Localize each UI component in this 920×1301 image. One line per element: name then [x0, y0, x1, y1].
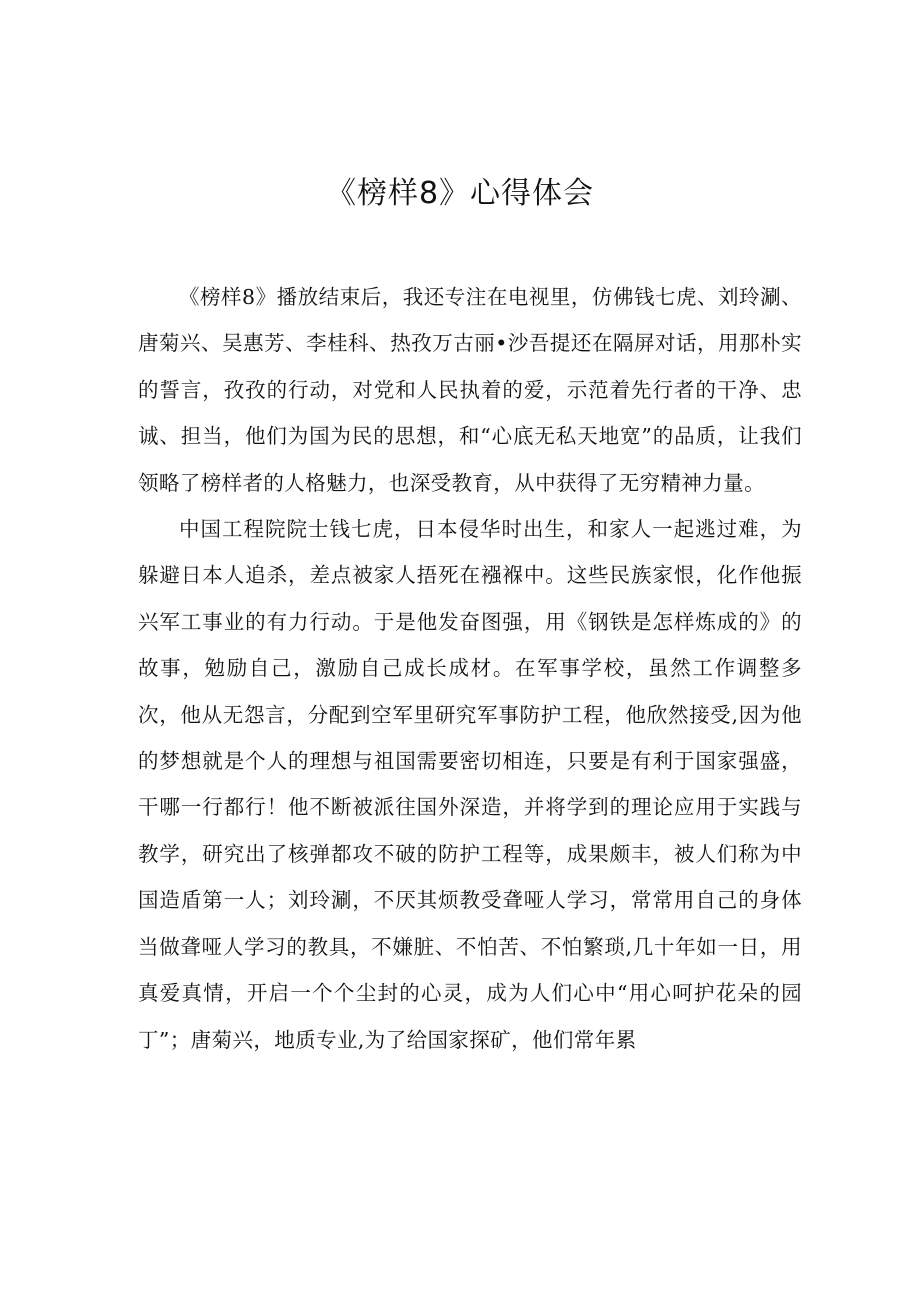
document-title: 《榜样8》心得体会 — [325, 176, 595, 211]
paragraph-2: 中国工程院院士钱七虎，日本侵华时出生，和家人一起逃过难，为躲避日本人追杀，差点被家人捂死在襁褓中。这些民族家恨，化作他振兴军工事业的有力行动。于是他发奋图强，用《钢铁是怎样炼成的》的故事，勉励自己，激励自己成长成材。在军事学校，虽然工作调整多次，他从无怨言，分配到空军里研究军事防护工程，他欣然接受,因为他的梦想就是个人的理想与祖国需要密切相连，只要是有利于国家强盛，干哪一行都行！他不断被派往国外深造，并将学到的理论应用于实践与教学，研究出了核弹都攻不破的防护工程等，成果颇丰，被人们称为中国造盾第一人；刘玲涮，不厌其烦教受聋哑人学习，常常用自己的身体当做聋哑人学习的教具，不嫌脏、不怕苦、不怕繁琐,几十年如一日，用真爱真情，开启一个个尘封的心灵，成为人们心中“用心呵护花朵的园丁”；唐菊兴，地质专业,为了给国家探矿，他们常年累 — [138, 517, 802, 1052]
document-body — [138, 274, 802, 1063]
paragraph-1: 《榜样8》播放结束后，我还专注在电视里，仿佛钱七虎、刘玲涮、唐菊兴、吴惠芳、李桂科、热孜万古丽•沙吾提还在隔屏对话，用那朴实的誓言，孜孜的行动，对党和人民执着的爱，示范着先行者的干净、忠诚、担当，他们为国为民的思想，和“心底无私天地宽”的品质，让我们领略了榜样者的人格魅力，也深受教育，从中获得了无穷精神力量。 — [138, 285, 802, 495]
